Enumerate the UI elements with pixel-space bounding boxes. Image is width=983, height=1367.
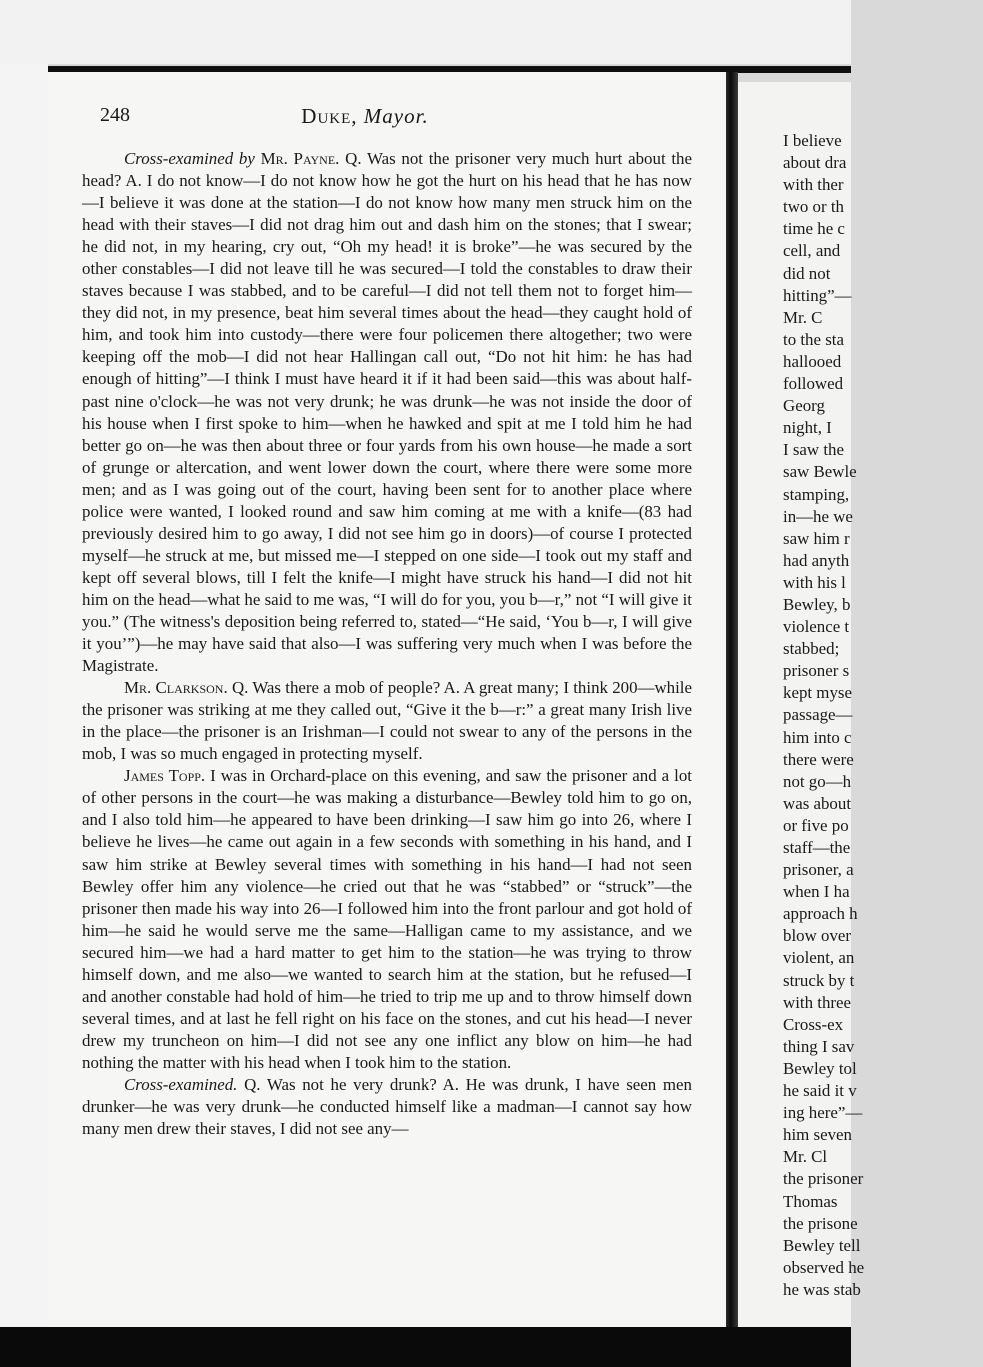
speaker-name: Mr. Clarkson.	[124, 678, 228, 698]
right-page-line: him into c	[783, 727, 852, 747]
right-page-line: there were	[783, 749, 854, 769]
right-page-line: to the sta	[783, 329, 844, 349]
paragraph-text: Q. Was there a mob of people? A. A great many; I think 200—while the prisoner was striking at me they called out, “Give it the b—r:” a great many Irish live in the place—the prisoner is an Irishman—I could not swear to any of the persons in the mob, I was so much engaged in protecting myself.	[82, 678, 692, 764]
paragraph	[82, 677, 692, 765]
right-page-line: the prisone	[783, 1213, 858, 1233]
right-page-line: in—he we	[783, 506, 853, 526]
right-page-line: the prisoner	[783, 1169, 864, 1189]
right-page-line: kept myse	[783, 683, 852, 703]
paragraph-text: Q. Was not the prisoner very much hurt about the head? A. I do not know—I do not know how he got the hurt on his head that he has now—I believe it was done at the station—I do not know how many men struck him on the head with their staves—I did not drag him out and dash him on the stones; that I swear; he did not, in my hearing, cry out, “Oh my head! it is broke”—he was secured by the other constables—I did not leave till he was secured—I told the constables to draw their staves because I was stabbed, and to be careful—I did not tell them not to forget him—they did not, in my presence, beat him several times about the head—they caught hold of him, and took him into custody—there were four policemen there altogether; two were keeping off the mob—I did not hear Hallingan call out, “Do not hit him: he has had enough of hitting”—I think I must have heard it if it had been said—this was about half-past nine o'clock—he was not very drunk; he was drunk—he was not inside the door of his house when I first spoke to him—when he hawked and spit at me I told him he had better go on—he was then about three or four yards from his own house—he made a sort of grunge or altercation, and went lower down the court, where there were some more men; and as I was going out of the court, having been sent for to another place where police were wanted, I looked round and saw him coming at me with a knife—(83 had previously desired him to go away, I did not see him go in doors)—of course I protected myself—he struck at me, but missed me—I stepped on one side—I took out my staff and kept off several blows, till I felt the knife—I might have struck his hand—I did not hit him on the head—what he said to me was, “I will do for you, you b—r,” not “I will give it you.” (The witness's deposition being referred to, stated—“He said, ‘You b—r, I will give it you’”)—he may have said that also—I was suffering very much when I was before the Magistrate.	[82, 149, 693, 676]
right-page-line: with his l	[783, 572, 846, 592]
right-page-line: Mr. C	[783, 307, 823, 327]
running-head	[100, 104, 700, 134]
right-page-content	[738, 82, 865, 1327]
right-page-line: struck by t	[783, 970, 855, 990]
right-page-line: night, I	[783, 418, 832, 438]
right-page-line: approach h	[783, 904, 858, 924]
right-page-line: thing I sav	[783, 1036, 855, 1056]
left-page-body	[82, 148, 692, 1140]
right-page-line: cell, and	[783, 241, 841, 261]
right-page-line: observed he	[783, 1257, 865, 1277]
right-page-line: Bewley, b	[783, 594, 851, 614]
right-page-line: with ther	[783, 175, 844, 195]
right-page-line: he was stab	[783, 1279, 861, 1299]
speaker-italic: Cross-examined by	[124, 149, 255, 168]
page-number: 248	[100, 104, 130, 126]
right-page-line: time he c	[783, 219, 845, 239]
right-page-line: Mr. Cl	[783, 1147, 828, 1167]
right-page-line: I believe	[783, 131, 842, 150]
scan-bottom-edge	[0, 1327, 851, 1367]
right-page-line: violent, an	[783, 948, 855, 968]
right-page-line: was about	[783, 793, 852, 813]
right-page-line: he said it v	[783, 1081, 857, 1101]
right-page-line: him seven	[783, 1125, 852, 1145]
speaker-name: James Topp.	[124, 766, 206, 786]
paragraph	[82, 765, 692, 1074]
right-page-line: Thomas	[783, 1191, 838, 1211]
right-page-line: did not	[783, 263, 831, 283]
running-title	[100, 104, 630, 129]
right-page-line: Georg	[783, 396, 825, 416]
right-page-line: Bewley tell	[783, 1235, 861, 1255]
speaker-name: Mr. Payne.	[260, 149, 340, 168]
right-page-line: two or th	[783, 197, 844, 217]
right-page-line: saw Bewle	[783, 462, 857, 482]
running-title-name: Duke,	[301, 104, 358, 128]
right-page-line: prisoner, a	[783, 860, 854, 880]
paragraph-text: I was in Orchard-place on this evening, and saw the prisoner and a lot of other persons in the court—he was making a disturbance—Bewley told him to go on, and I also told him—he appeared to have been drinking—I saw him go into 26, where I believe he lives—he came out again in a few seconds with something in his hand, and I saw him strike at Bewley several times with something in his hand—I had not seen Bewley offer him any violence—he cried out that he was “stabbed” or “struck”—the prisoner then made his way into 26—I followed him into the front parlour and got hold of him—he said he would serve me the same—Halligan came to my assistance, and we secured him—we had a hard matter to get him to the station—he was trying to throw himself down, and me also—we wanted to search him at the station, but he refused—I and another constable had hold of him—he tried to trip me up and to throw himself down several times, and at last he fell right on his face on the stones, and cut his head—I never drew my truncheon on him—I did not see any one inflict any blow on him—he had nothing the matter with his head when I took him to the station.	[82, 766, 692, 1072]
right-page-line: stabbed;	[783, 639, 840, 659]
right-page-line: staff—the	[783, 838, 851, 857]
right-page-line: violence t	[783, 617, 850, 637]
book-gutter	[726, 72, 738, 1327]
right-page-line: with three	[783, 992, 852, 1012]
right-page-line: passage—	[783, 705, 853, 725]
right-page-line: Cross-ex	[783, 1014, 844, 1034]
paragraph-text: Q. Was not he very drunk? A. He was drunk, I have seen men drunker—he was very drunk—he conducted himself like a madman—I cannot say how many men drew their staves, I did not see any—	[82, 1074, 692, 1139]
right-page-line: hitting”—	[783, 285, 852, 305]
paragraph	[82, 148, 692, 677]
right-page-line: Bewley tol	[783, 1058, 857, 1078]
right-page-text	[783, 130, 983, 1301]
right-page-line: or five po	[783, 815, 849, 835]
right-page-line: followed	[783, 374, 844, 394]
right-page-line: when I ha	[783, 882, 850, 902]
speaker-italic: Cross-examined.	[124, 1074, 238, 1094]
paragraph	[82, 1074, 692, 1140]
right-page-line: I saw the	[783, 440, 844, 460]
running-title-office: Mayor.	[363, 104, 429, 128]
right-page-line: about dra	[783, 153, 847, 173]
right-page-line: blow over	[783, 926, 852, 946]
right-page-line: prisoner s	[783, 661, 850, 681]
right-page-line: ing here”—	[783, 1103, 863, 1123]
right-page-line: had anyth	[783, 550, 850, 570]
right-page-line: not go—h	[783, 771, 852, 791]
scan-background	[0, 0, 851, 64]
right-page-line: saw him r	[783, 528, 850, 548]
right-page-line: hallooed	[783, 351, 842, 371]
right-page-line: stamping,	[783, 484, 850, 504]
scan-margin	[0, 64, 48, 1327]
